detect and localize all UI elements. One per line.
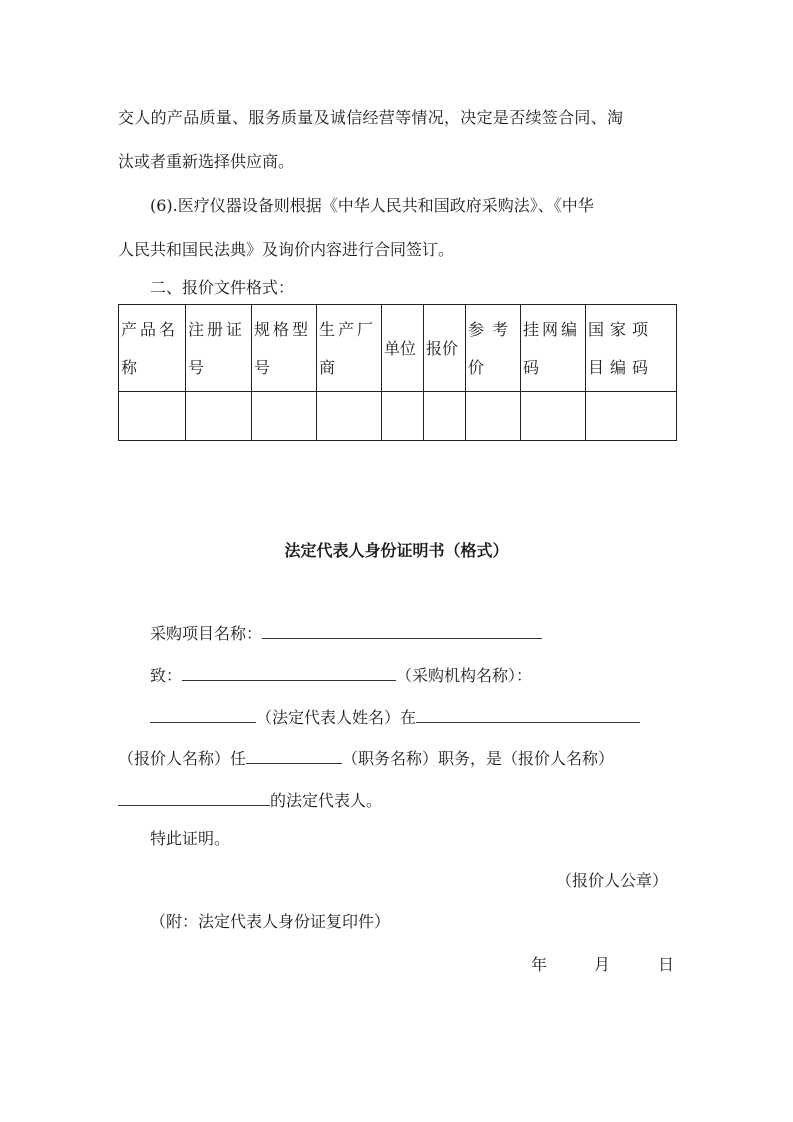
table-header-cell: 参考价 xyxy=(466,305,521,392)
table-cell[interactable] xyxy=(586,392,677,441)
paragraph-line: 交人的产品质量、服务质量及诚信经营等情况，决定是否续签合同、淘 xyxy=(118,108,624,127)
section-heading: 二、报价文件格式： xyxy=(150,278,295,297)
table-cell[interactable] xyxy=(252,392,317,441)
table-cell[interactable] xyxy=(317,392,382,441)
table-header-row xyxy=(119,305,677,392)
table-cell[interactable] xyxy=(119,392,186,441)
table-header-cell: 产品名称 xyxy=(119,305,186,392)
table-header-cell: 生产厂商 xyxy=(317,305,382,392)
table-cell[interactable] xyxy=(382,392,424,441)
addressee-line xyxy=(150,664,532,686)
date-month: 月 xyxy=(594,955,611,974)
date-year: 年 xyxy=(531,955,548,974)
paragraph-line: 汰或者重新选择供应商。 xyxy=(118,152,295,171)
procurement-agency-blank[interactable] xyxy=(182,664,396,681)
table-header-cell: 挂网编码 xyxy=(521,305,586,392)
bidder-name-label: （报价人名称）任 xyxy=(118,749,247,768)
table-header-cell: 规格型号 xyxy=(252,305,317,392)
project-name-blank[interactable] xyxy=(262,622,542,639)
project-name-label: 采购项目名称： xyxy=(150,624,263,643)
certificate-title: 法定代表人身份证明书（格式） xyxy=(284,541,509,560)
position-label: （职务名称）职务，是（报价人名称） xyxy=(342,749,615,768)
date-day: 日 xyxy=(658,955,675,974)
table-header-cell: 国家项目编码 xyxy=(586,305,677,392)
paragraph-line: (6).医疗仪器设备则根据《中华人民共和国政府采购法》、《中华 xyxy=(150,196,594,215)
table-row xyxy=(119,392,677,441)
attachment-note: （附：法定代表人身份证复印件） xyxy=(150,912,391,931)
table-header-cell: 注册证号 xyxy=(186,305,252,392)
table-header-cell: 单位 xyxy=(382,305,424,392)
legal-rep-suffix: 的法定代表人。 xyxy=(270,791,383,810)
legal-rep-name-label: （法定代表人姓名）在 xyxy=(256,708,417,727)
table-cell[interactable] xyxy=(186,392,252,441)
paragraph-line: 人民共和国民法典》及询价内容进行合同签订。 xyxy=(118,240,455,259)
bidder-name-blank-2[interactable] xyxy=(118,789,270,806)
table-cell[interactable] xyxy=(424,392,466,441)
legal-rep-name-blank[interactable] xyxy=(150,706,256,723)
project-name-line xyxy=(150,622,542,644)
legal-rep-line xyxy=(150,706,640,728)
legal-rep-suffix-line xyxy=(118,789,382,811)
table-cell[interactable] xyxy=(521,392,586,441)
position-line xyxy=(118,747,614,769)
bidder-name-blank[interactable] xyxy=(416,706,640,723)
position-blank[interactable] xyxy=(246,747,342,764)
addressee-label: 致： xyxy=(150,666,183,685)
hereby-text: 特此证明。 xyxy=(150,829,231,848)
table-header-cell: 报价 xyxy=(424,305,466,392)
quote-format-table xyxy=(118,304,677,441)
procurement-agency-label: （采购机构名称）： xyxy=(396,666,533,685)
seal-label: （报价人公章） xyxy=(556,871,669,890)
table-cell[interactable] xyxy=(466,392,521,441)
